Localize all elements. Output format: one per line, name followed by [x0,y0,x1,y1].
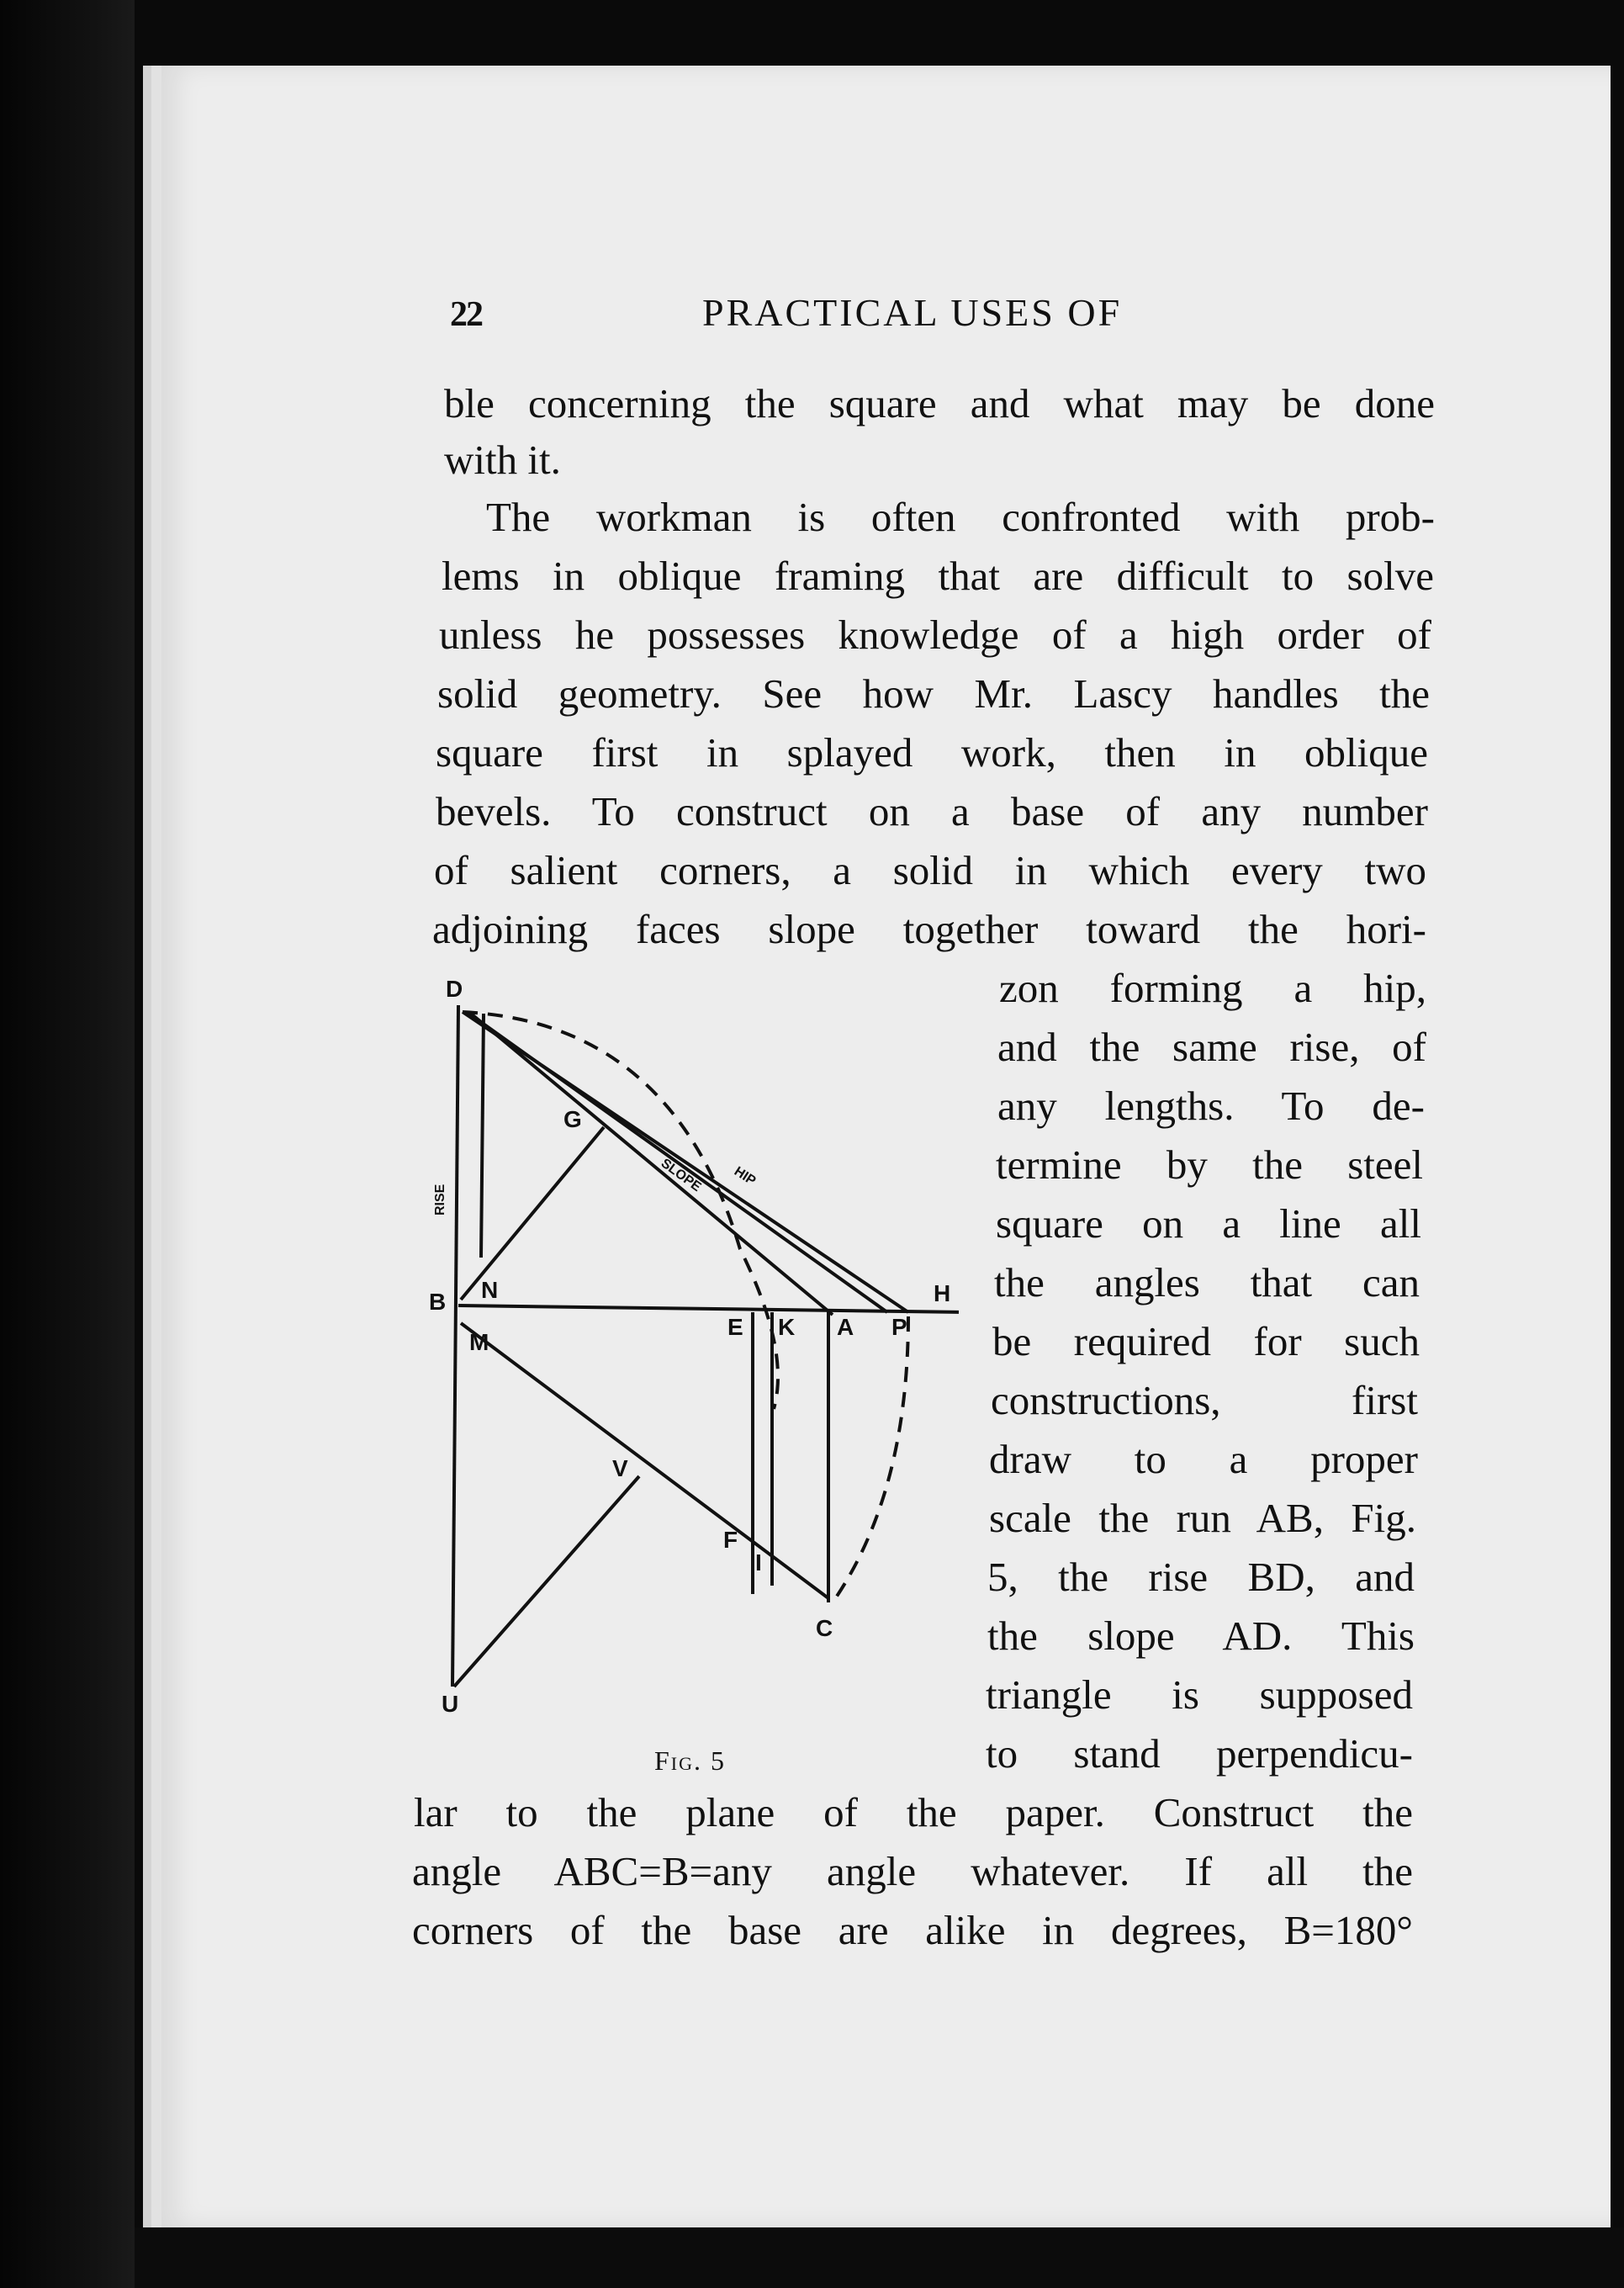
label-slope: SLOPE [658,1156,704,1195]
label-a: A [837,1314,854,1340]
label-i: I [755,1549,762,1576]
body-line: unless he possesses knowledge of a high order of [439,612,1431,658]
body-line: zon forming a hip, [999,965,1426,1011]
body-line: termine by the steel [996,1141,1423,1188]
body-line: solid geometry. See how Mr. Lascy handles the [437,670,1430,717]
label-n: N [481,1277,499,1303]
body-line: bevels. To construct on a base of any number [436,788,1428,834]
label-rise: RISE [433,1184,447,1216]
label-hip: HIP [731,1164,759,1189]
body-line: The workman is often confronted with prob- [486,494,1435,540]
page-header [450,290,1459,349]
body-line: with it. [444,437,561,483]
body-line: angle ABC=B=any angle whatever. If all the [412,1848,1413,1894]
label-p: P [891,1314,907,1340]
label-e: E [727,1314,743,1340]
body-line: constructions, first [991,1377,1418,1423]
label-b: B [429,1289,447,1315]
body-line: adjoining faces slope together toward the hori- [432,906,1426,952]
label-g: G [563,1106,582,1132]
running-head: PRACTICAL USES OF [702,291,1123,334]
line-hip-2 [467,1012,887,1312]
figure-caption: Fig. 5 [654,1745,727,1776]
body-line: the angles that can [994,1259,1420,1306]
body-line: triangle is supposed [986,1671,1413,1718]
line-rise-inner [481,1014,484,1258]
body-line: lems in oblique framing that are difficult to solve [442,553,1434,599]
label-m: M [469,1329,489,1355]
body-line: corners of the base are alike in degrees, B=180° [412,1907,1413,1953]
body-line: the slope AD. This [987,1613,1415,1659]
body-line: ble concerning the square and what may be done [444,380,1435,426]
arc-upper [463,1012,778,1409]
scan-dark-margin [0,0,135,2288]
body-line: be required for such [992,1318,1420,1364]
label-c: C [816,1615,833,1641]
body-line: of salient corners, a solid in which every two [434,847,1426,893]
scan-bottom-margin [135,2227,1624,2288]
line-slope [471,1014,833,1315]
line-uv [454,1476,639,1687]
label-f: F [723,1527,738,1553]
body-line: draw to a proper [989,1436,1418,1482]
figure-5-diagram [421,972,959,1771]
label-v: V [612,1455,628,1481]
body-line: 5, the rise BD, and [987,1554,1415,1600]
body-line: and the same rise, of [997,1024,1426,1070]
label-u: U [442,1691,459,1717]
body-line: square first in splayed work, then in oblique [436,729,1428,776]
body-line: scale the run AB, Fig. [989,1495,1416,1541]
label-h: H [934,1280,951,1306]
label-d: D [446,976,463,1002]
body-line: lar to the plane of the paper. Construct the [414,1789,1413,1835]
page-number: 22 [450,295,482,334]
body-line: any lengths. To de- [997,1083,1425,1129]
body-line: square on a line all [996,1200,1421,1247]
body-line: to stand perpendicu- [986,1730,1413,1777]
label-k: K [778,1314,796,1340]
line-du [452,1005,458,1687]
arc-lower [833,1316,908,1602]
